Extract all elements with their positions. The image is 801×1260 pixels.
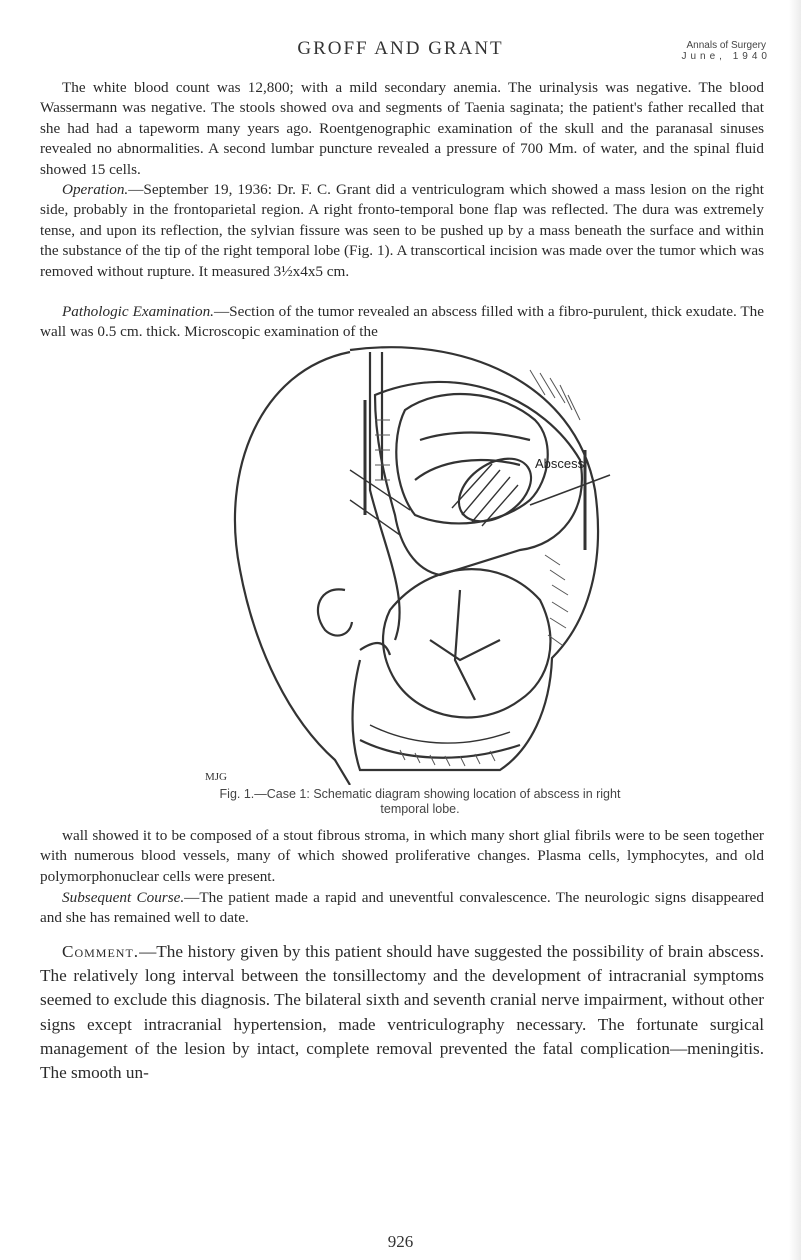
operation-body: —September 19, 1936: Dr. F. C. Grant did a ventriculogram which showed a mass lesion on the right side, probably in the frontoparietal region. A right fronto-temporal bone flap was reflected. The dura was extremely tense, and upon its reflection, the sylvian fissure was seen to be pushed up by a mass beneath the surface and within the substance of the tip of the right temporal lobe (Fig. 1). A transcortical incision was made over the tumor which was removed without rupture. It measured 3½x4x5 cm. [40,181,764,280]
journal-name: Annals of Surgery [686,40,766,51]
subsequent-course-heading: Subsequent Course. [62,889,185,906]
paragraph-lab-findings: The white blood count was 12,800; with a mild secondary anemia. The urinalysis was negative. The blood Wassermann was negative. The stools showed ova and segments of Taenia saginata; the patient's father recalled that she had had a tapeworm many years ago. Roentgenographic examination of the skull and the paranasal sinuses revealed no abnormalities. A second lumbar puncture revealed a pressure of 700 Mm. of water, and the spinal fluid showed 15 cells. [40,79,764,178]
running-head [0,38,801,78]
paragraph-subsequent-course [40,888,764,929]
paragraph-comment [40,940,764,1085]
schematic-head-diagram [200,340,620,785]
abscess-pointer [530,475,610,505]
artist-mark: MJG [205,771,228,783]
journal-citation [682,40,772,62]
operation-heading: Operation. [62,181,129,198]
caption-line-2: temporal lobe. [380,802,460,816]
pathologic-body: —Section of the tumor revealed an abscess filled with a fibro-purulent, thick exudate. The wall was 0.5 cm. thick. Microscopic examination of the [40,303,764,341]
temporal-lobe [383,569,550,717]
comment-body: —The history given by this patient should have suggested the possibility of brain abscess. The relatively long interval between the tonsillectomy and the development of intracranial symptoms seemed to exclude this diagnosis. The bilateral sixth and seventh cranial nerve impairment, without other signs except intracranial hypertension, made ventriculography necessary. The fortunate surgical management of the lesion by intact, complete removal prevented the fatal complication—meningitis. The smooth un- [40,942,764,1083]
figure-1-diagram [200,340,620,785]
caption-line-1: Fig. 1.—Case 1: Schematic diagram showing location of abscess in right [219,787,621,801]
abscess-mass [447,446,542,534]
paragraph-pathologic-examination [40,302,764,343]
running-title: GROFF AND GRANT [297,38,504,59]
subsequent-course-body: —The patient made a rapid and uneventful convalescence. The neurologic signs disappeared and she has remained well to date. [40,889,764,927]
journal-date: June, 1940 [681,51,771,62]
abscess-label: Abscess [535,456,585,471]
page-edge-shadow [789,0,801,1260]
figure-caption [200,787,640,817]
comment-heading: Comment. [62,942,140,961]
head-outline [235,352,350,785]
page-number: 926 [387,1232,414,1251]
paragraph-microscopic: wall showed it to be composed of a stout fibrous stroma, in which many short glial fibrils were to be seen together with numerous blood vessels, many of which showed proliferative changes. Plasma cells, lymphocytes, and old polymorphonuclear cells were present. [40,827,764,885]
skull-outline [350,347,598,770]
ear [318,589,352,635]
pathologic-heading: Pathologic Examination. [62,303,214,320]
paragraph-operation [40,180,764,282]
